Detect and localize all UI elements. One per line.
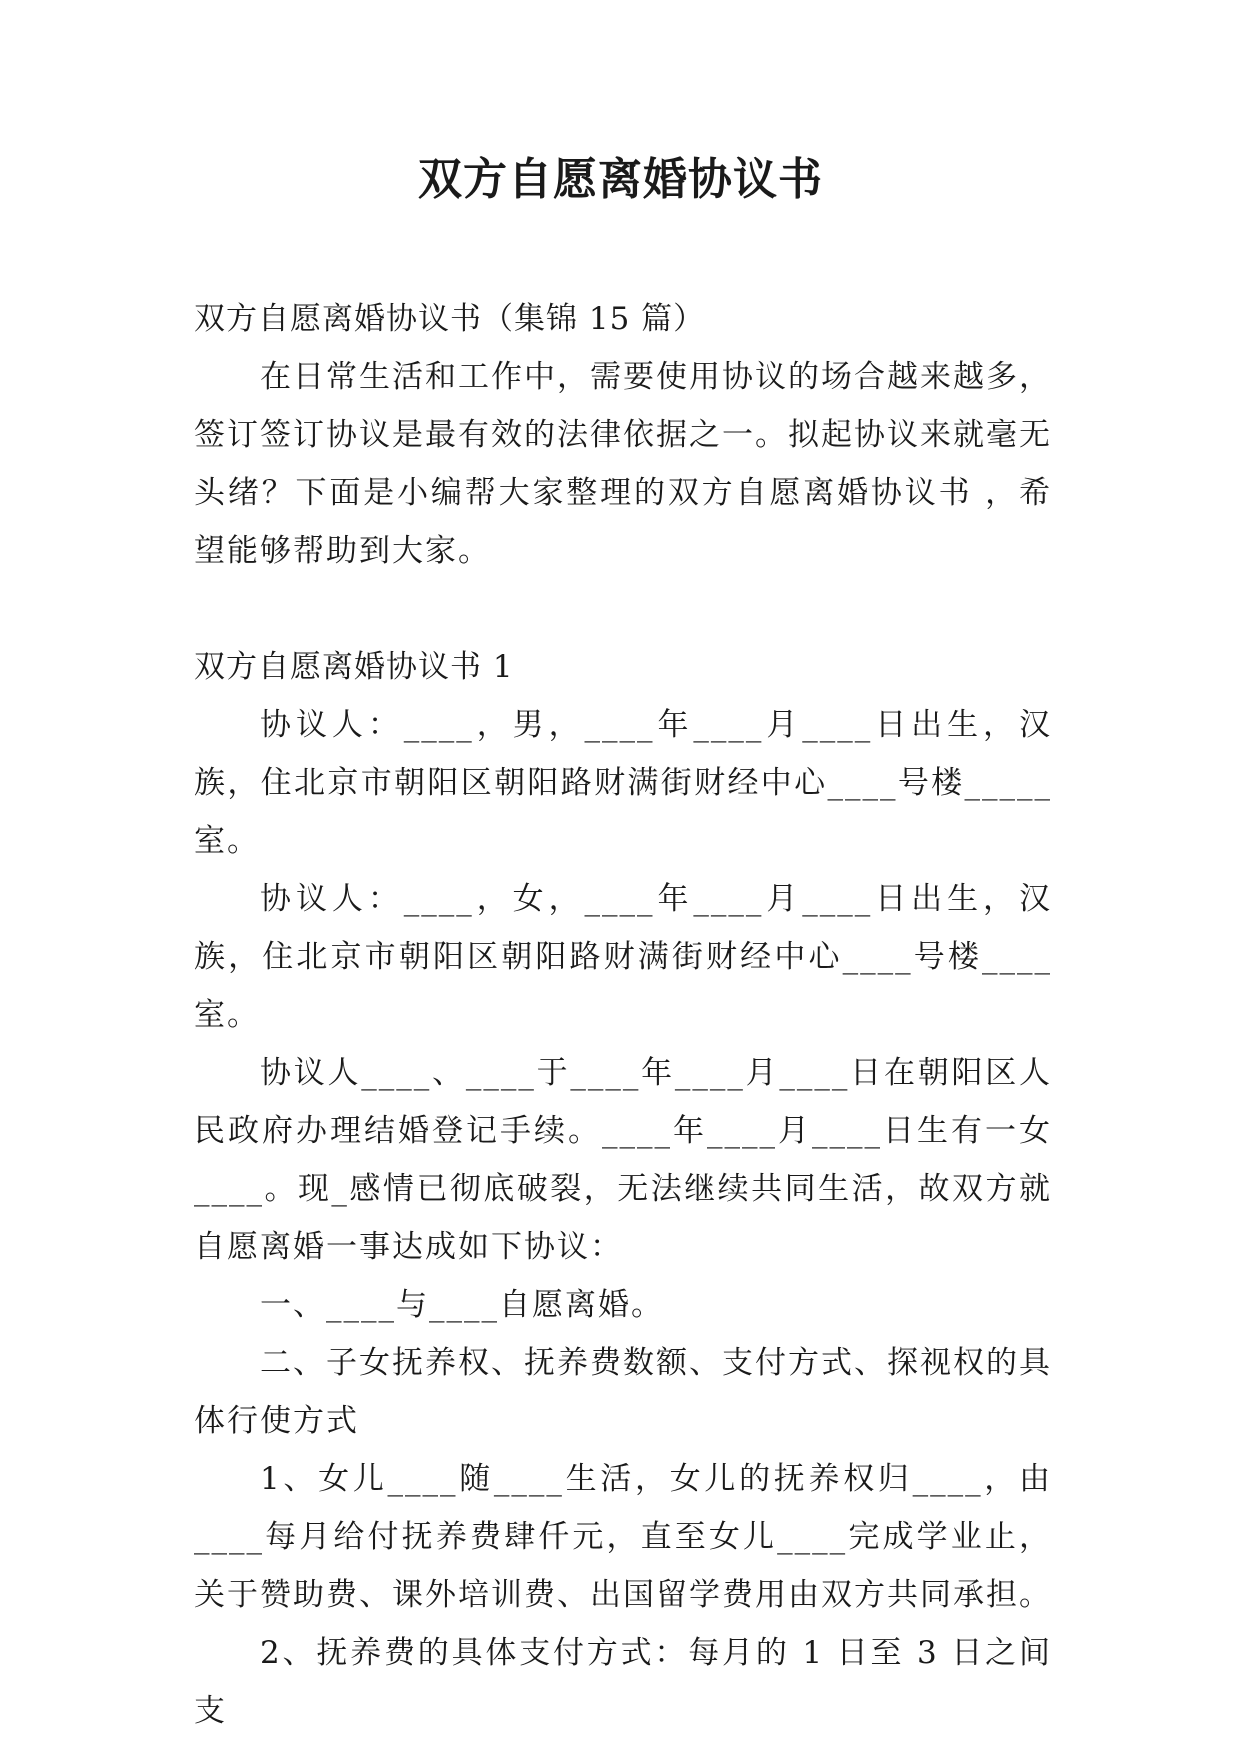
custody-paragraph: 1、女儿____随____生活，女儿的抚养权归____，由____每月给付抚养费肆仟元，直至女儿____完成学业止，关于赞助费、课外培训费、出国留学费用由双方共同承担。 [194, 1461, 1052, 1613]
payment-paragraph: 2、抚养费的具体支付方式：每月的 1 日至 3 日之间支 [194, 1635, 1052, 1729]
document-title: 双方自愿离婚协议书 [418, 154, 823, 205]
marriage-background-paragraph: 协议人____、____于____年____月____日在朝阳区人民政府办理结婚登记手续。____年____月____日生有一女____。现_感情已彻底破裂，无法继续共同生活，故双方就自愿离婚一事达成如下协议： [194, 1055, 1052, 1265]
clause-one-paragraph: 一、____与____自愿离婚。 [260, 1287, 664, 1323]
document-body [194, 290, 1052, 1740]
clause-two-heading: 二、子女抚养权、抚养费数额、支付方式、探视权的具体行使方式 [194, 1345, 1052, 1439]
intro-paragraph: 在日常生活和工作中，需要使用协议的场合越来越多，签订签订协议是最有效的法律依据之一。拟起协议来就毫无头绪？下面是小编帮大家整理的双方自愿离婚协议书 ，希望能够帮助到大家。 [194, 359, 1052, 569]
collection-heading: 双方自愿离婚协议书（集锦 15 篇） [194, 301, 706, 337]
party-male-paragraph: 协议人：____，男，____年____月____日出生，汉族，住北京市朝阳区朝阳路财满街财经中心____号楼_____室。 [194, 707, 1052, 859]
section-heading: 双方自愿离婚协议书 1 [194, 649, 514, 685]
paragraph-spacer [194, 580, 1052, 638]
party-female-paragraph: 协议人：____，女，____年____月____日出生，汉族，住北京市朝阳区朝阳路财满街财经中心____号楼____室。 [194, 881, 1052, 1033]
